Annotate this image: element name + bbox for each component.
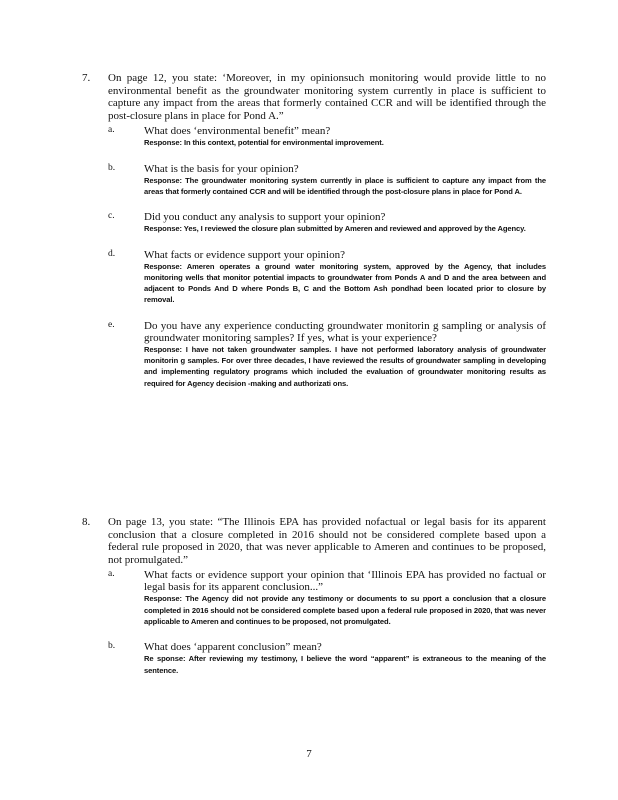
sub-letter: b. <box>108 641 116 652</box>
sub-letter: b. <box>108 162 116 173</box>
response-label: Response: <box>144 344 182 354</box>
question-text: On page 13, you state: “The Illinois EPA has provided nofactual or legal basis for its apparent conclusion that a closure completed in 2016 should not be considered complete based upon a federal rule proposed in 2020, that was never applicable to Ameren and continues to be proposed, not promulgated.” <box>108 516 546 566</box>
sub-question-text: Did you conduct any analysis to support your opinion? <box>144 211 386 224</box>
question-number: 8. <box>82 516 91 528</box>
sub-letter: c. <box>108 211 115 222</box>
question-7 <box>82 72 546 389</box>
sub-letter: a. <box>108 569 115 580</box>
sub-question-text: What facts or evidence support your opinion? <box>144 248 345 261</box>
response-label: Response: <box>144 594 182 604</box>
subquestion-7c <box>108 211 546 234</box>
sub-letter: a. <box>108 125 115 136</box>
subquestion-8b <box>108 641 546 676</box>
subquestion-7b <box>108 163 546 198</box>
question-8 <box>82 516 546 676</box>
response-text: In this context, potential for environmental improvement. <box>183 138 384 148</box>
response-text: I have not taken groundwater samples. I have not performed laboratory analysis of groundwater monitorin g samples. For over three decades, I have reviewed the results of groundwater sampling in developing and implementing regulatory programs which included the evaluation of groundwater monitoring results as required for Agency decision -making and authorizati ons. <box>144 344 547 388</box>
response-text: The Agency did not provide any testimony or documents to su pport a conclusion that a closure completed in 2016 should not be considered complete based upon a federal rule proposed in 2020, that was never applicable to Ameren and continues to be proposed, not promulgated. <box>144 594 546 626</box>
question-number: 7. <box>82 72 91 84</box>
sub-response <box>144 653 546 676</box>
sub-response <box>144 261 546 306</box>
response-label: Response: <box>144 224 182 234</box>
response-text: Ameren operates a ground water monitoring system, approved by the Agency, that includes monitoring wells that monitor potential impacts to groundwater from Ponds A and D and the area between and adjacent to Ponds And D where Ponds B, C and the Bottom Ash pondhad been located prior to closure by removal. <box>144 261 546 305</box>
subquestion-8a <box>108 569 546 627</box>
sub-question-text: What is the basis for your opinion? <box>144 162 299 175</box>
sub-letter: d. <box>108 248 116 259</box>
sub-question-text: What does ‘apparent conclusion” mean? <box>144 641 322 654</box>
response-label: Response: <box>144 138 182 148</box>
sub-letter: e. <box>108 319 115 330</box>
subquestion-7d <box>108 249 546 306</box>
response-label: Response: <box>144 261 182 271</box>
subquestion-7e <box>108 320 546 389</box>
sub-response <box>144 593 546 627</box>
response-label: Response: <box>144 175 182 185</box>
sub-question-text: What does ‘environmental benefit” mean? <box>144 125 331 138</box>
response-text: The groundwater monitoring system currently in place is sufficient to capture any impact from the areas that formerly contained CCR and will be identified through the post-closure plans in place for Pond A. <box>144 175 546 196</box>
response-text: After reviewing my testimony, I believe the word “apparent” is extraneous to the meaning of the sentence. <box>144 654 546 675</box>
sub-response <box>144 137 546 148</box>
response-label: Re sponse: <box>144 654 186 664</box>
page-number: 7 <box>306 748 312 760</box>
sub-question-text: Do you have any experience conducting groundwater monitorin g sampling or analysis of groundwater monitoring samples? If yes, what is your experience? <box>144 319 546 344</box>
sub-response <box>144 344 546 389</box>
sub-question-text: What facts or evidence support your opinion that ‘Illinois EPA has provided no factual or legal basis for its apparent conclusion...” <box>144 569 546 594</box>
sub-response <box>144 223 546 234</box>
sub-response <box>144 175 546 198</box>
question-text: On page 12, you state: ‘Moreover, in my opinionsuch monitoring would provide little to no environmental benefit as the groundwater monitoring system currently in place is sufficient to capture any impact from the areas that formerly contained CCR and will be identified through the post-closure plans in place for Pond A.” <box>108 72 546 122</box>
subquestion-7a <box>108 125 546 148</box>
response-text: Yes, I reviewed the closure plan submitted by Ameren and reviewed and approved by the Agency. <box>183 224 526 234</box>
